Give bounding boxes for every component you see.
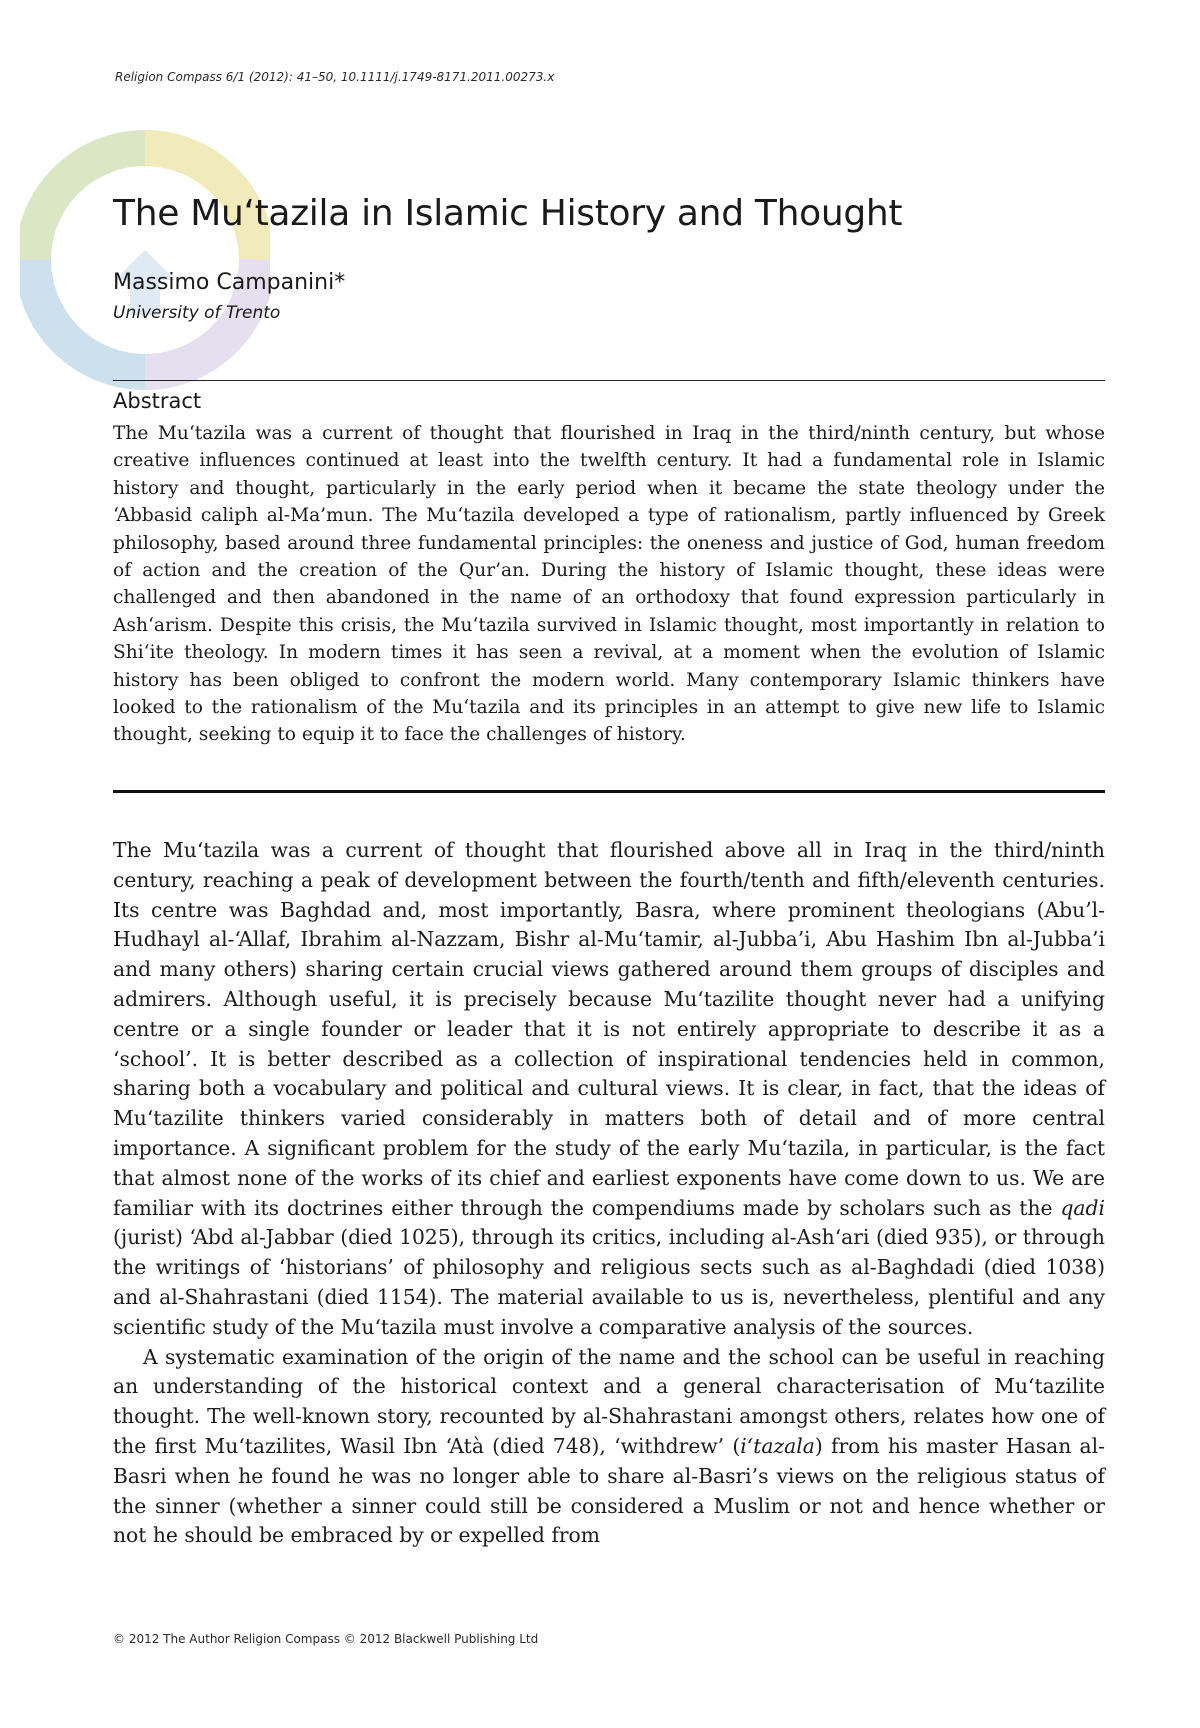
- abstract-top-rule: [113, 380, 1105, 381]
- author-affiliation: University of Trento: [113, 303, 281, 323]
- body-paragraph-2: [113, 1343, 1105, 1552]
- italic-term: i‘tazala: [740, 1433, 815, 1458]
- copyright-footer: © 2012 The Author Religion Compass © 2012 Blackwell Publishing Ltd: [113, 1632, 539, 1646]
- body-paragraph-1: [113, 836, 1105, 1343]
- abstract-text: The Mu‘tazila was a current of thought that flourished in Iraq in the third/ninth century, but whose creative influences continued at least into the twelfth century. It had a fundamental role in Islamic history and thought, particularly in the early period when it became the state theology under the ‘Abbasid caliph al-Ma’mun. The Mu‘tazila developed a type of rationalism, partly influenced by Greek philosophy, based around three fundamental principles: the oneness and justice of God, human freedom of action and the creation of the Qur’an. During the history of Islamic thought, these ideas were challenged and then abandoned in the name of an orthodoxy that found expression particularly in Ash‘arism. Despite this crisis, the Mu‘tazila survived in Islamic thought, most importantly in relation to Shi‘ite theology. In modern times it has seen a revival, at a moment when the evolution of Islamic history has been obliged to confront the modern world. Many contemporary Islamic thinkers have looked to the rationalism of the Mu‘tazila and its principles in an attempt to give new life to Islamic thought, seeking to equip it to face the challenges of history.: [113, 423, 1105, 746]
- article-body: [113, 836, 1105, 1551]
- abstract-bottom-rule: [113, 790, 1105, 793]
- body-text: (jurist) ‘Abd al-Jabbar (died 1025), through its critics, including al-Ash‘ari (died 935), or through the writings of ‘historians’ of philosophy and religious sects such as al-Baghdadi (died 1038) and al-Shahrastani (died 1154). The material available to us is, nevertheless, plentiful and any scientific study of the Mu‘tazila must involve a comparative analysis of the sources.: [113, 1225, 1105, 1339]
- article-title: The Mu‘tazila in Islamic History and Thought: [113, 193, 903, 234]
- body-text: ) from his master Hasan al-Basri when he found he was no longer able to share al-Basri’s views on the religious status of the sinner (whether a sinner could still be considered a Muslim or not and hence whether or not he should be embraced by or expelled from: [113, 1433, 1105, 1548]
- italic-term: qadi: [1060, 1195, 1105, 1220]
- body-text: The Mu‘tazila was a current of thought that flourished above all in Iraq in the third/ninth century, reaching a peak of development between the fourth/tenth and fifth/eleventh centuries. Its centre was Baghdad and, most importantly, Basra, where prominent theologians (Abu’l-Hudhayl al-‘Allaf, Ibrahim al-Nazzam, Bishr al-Mu‘tamir, al-Jubba’i, Abu Hashim Ibn al-Jubba’i and many others) sharing certain crucial views gathered around them groups of disciples and admirers. Although useful, it is precisely because Mu‘tazilite thought never had a unifying centre or a single founder or leader that it is not entirely appropriate to describe it as a ‘school’. It is better described as a collection of inspirational tendencies held in common, sharing both a vocabulary and political and cultural views. It is clear, in fact, that the ideas of Mu‘tazilite thinkers varied considerably in matters both of detail and of more central importance. A significant problem for the study of the early Mu‘tazila, in particular, is the fact that almost none of the works of its chief and earliest exponents have come down to us. We are familiar with its doctrines either through the compendiums made by scholars such as the: [113, 838, 1105, 1220]
- journal-logo-icon: [20, 130, 270, 390]
- abstract-heading: Abstract: [113, 389, 202, 413]
- journal-citation: Religion Compass 6/1 (2012): 41–50, 10.1111/j.1749-8171.2011.00273.x: [115, 70, 555, 84]
- author-name: Massimo Campanini*: [113, 270, 346, 295]
- body-text: A systematic examination of the origin of the name and the school can be useful in reaching an understanding of the historical context and a general characterisation of Mu‘tazilite thought. The well-known story, recounted by al-Shahrastani amongst others, relates how one of the first Mu‘tazilites, Wasil Ibn ‘Atà (died 748), ‘withdrew’ (: [113, 1344, 1105, 1458]
